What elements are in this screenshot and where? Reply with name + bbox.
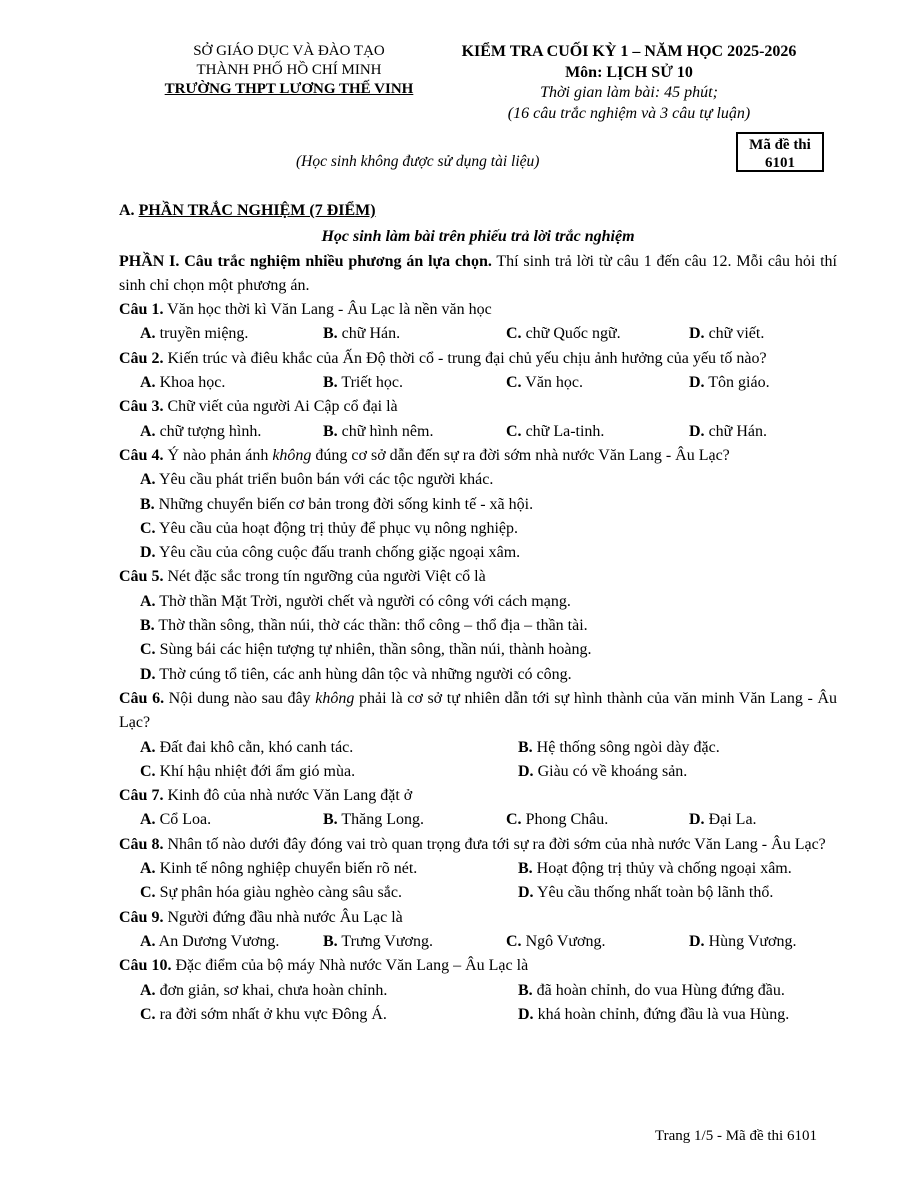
- question-number: Câu 3.: [119, 398, 164, 416]
- question-text: Nét đặc sắc trong tín ngưỡng của người Việt cổ là: [163, 568, 486, 586]
- question-text: Nhân tố nào dưới đây đóng vai trò quan trọng đưa tới sự ra đời sớm của nhà nước Văn Lang - Âu Lạc?: [163, 835, 826, 853]
- exam-title: KIỂM TRA CUỐI KỲ 1 – NĂM HỌC 2025-2026: [461, 43, 797, 60]
- option-b: B. Trưng Vương.: [323, 932, 433, 950]
- section-a-title: PHẦN TRẮC NGHIỆM (7 ĐIỂM): [138, 202, 376, 219]
- option-d: D. Hùng Vương.: [689, 932, 797, 950]
- option-a: A. Yêu cầu phát triển buôn bán với các tộc người khác.: [140, 471, 494, 489]
- option-a: A. Đất đai khô cằn, khó canh tác.: [140, 738, 354, 756]
- option-b: B. Hệ thống sông ngòi dày đặc.: [518, 738, 720, 756]
- question-10: [119, 954, 837, 978]
- question-text: Đặc điểm của bộ máy Nhà nước Văn Lang – Âu Lạc là: [171, 957, 529, 975]
- option-b: B. Thăng Long.: [323, 811, 425, 829]
- question-9-options: [119, 930, 837, 954]
- question-8: [119, 833, 837, 857]
- question-3-options: [119, 420, 837, 444]
- question-number: Câu 6.: [119, 689, 165, 707]
- option-a: A. Cổ Loa.: [140, 811, 212, 829]
- exam-code-value: 6101: [765, 155, 795, 171]
- question-number: Câu 5.: [119, 568, 164, 586]
- option-a: A. chữ tượng hình.: [140, 422, 262, 440]
- option-b: B. Thờ thần sông, thần núi, thờ các thần: thổ công – thổ địa – thần tài.: [140, 617, 588, 635]
- option-b: B. chữ hình nêm.: [323, 422, 434, 440]
- option-c: C. Khí hậu nhiệt đới ẩm gió mùa.: [140, 762, 356, 780]
- option-c: C. Văn học.: [506, 374, 584, 392]
- question-8-options-1: [119, 857, 837, 881]
- exam-content: [119, 199, 837, 1027]
- question-10-options-1: [119, 979, 837, 1003]
- question-2: [119, 347, 837, 371]
- exam-subject: Môn: LỊCH SỬ 10: [565, 63, 693, 81]
- emphasis-word: không: [315, 689, 355, 707]
- question-text: Kiến trúc và điêu khắc của Ấn Độ thời cổ - trung đại chủ yếu chịu ảnh hưởng của yếu tố nào?: [163, 349, 767, 367]
- question-7: [119, 784, 837, 808]
- option-d: D. Đại La.: [689, 811, 757, 829]
- option-a: A. An Dương Vương.: [140, 932, 280, 950]
- option-d: D. Yêu cầu thống nhất toàn bộ lãnh thổ.: [518, 884, 774, 902]
- question-7-options: [119, 808, 837, 832]
- part1-title: PHẦN I. Câu trắc nghiệm nhiều phương án lựa chọn.: [119, 252, 492, 270]
- part1-text: Thí sinh trả lời từ câu 1 đến câu 12. Mỗi câu hỏi thí sinh chỉ chọn một phương án.: [119, 252, 837, 294]
- option-b: B. Những chuyển biến cơ bản trong đời sống kinh tế - xã hội.: [140, 495, 534, 513]
- question-10-options-2: [119, 1003, 837, 1027]
- department-name: SỞ GIÁO DỤC VÀ ĐÀO TẠO: [193, 43, 385, 59]
- question-number: Câu 1.: [119, 301, 164, 319]
- question-6-options-1: [119, 736, 837, 760]
- option-c: C. Yêu cầu của hoạt động trị thủy để phục vụ nông nghiệp.: [140, 519, 518, 537]
- exam-note: (Học sinh không được sử dụng tài liệu): [296, 153, 540, 170]
- option-c: C. Phong Châu.: [506, 811, 609, 829]
- option-b: B. đã hoàn chỉnh, do vua Hùng đứng đầu.: [518, 981, 785, 999]
- option-c: C. ra đời sớm nhất ở khu vực Đông Á.: [140, 1005, 387, 1023]
- option-c: C. Sự phân hóa giàu nghèo càng sâu sắc.: [140, 884, 402, 902]
- question-number: Câu 4.: [119, 446, 164, 464]
- option-c: C. Ngô Vương.: [506, 932, 606, 950]
- question-text: Chữ viết của người Ai Cập cổ đại là: [163, 398, 398, 416]
- option-d: D. Giàu có về khoáng sản.: [518, 762, 688, 780]
- question-9: [119, 906, 837, 930]
- question-3: [119, 395, 837, 419]
- option-d: D. Thờ cúng tổ tiên, các anh hùng dân tộc và những người có công.: [140, 665, 572, 683]
- question-number: Câu 7.: [119, 787, 164, 805]
- question-1: [119, 298, 837, 322]
- option-d: D. chữ Hán.: [689, 422, 767, 440]
- question-text: Kinh đô của nhà nước Văn Lang đặt ở: [163, 787, 413, 805]
- option-d: D. khá hoàn chỉnh, đứng đầu là vua Hùng.: [518, 1005, 790, 1023]
- question-number: Câu 8.: [119, 835, 164, 853]
- question-number: Câu 2.: [119, 349, 164, 367]
- page-footer: Trang 1/5 - Mã đề thi 6101: [655, 1128, 817, 1144]
- option-a: A. Thờ thần Mặt Trời, người chết và người có công với cách mạng.: [140, 592, 571, 610]
- exam-code-box: [736, 132, 824, 172]
- part1-intro: [119, 250, 837, 299]
- option-d: D. Yêu cầu của công cuộc đấu tranh chống giặc ngoại xâm.: [140, 544, 521, 562]
- option-b: B. chữ Hán.: [323, 325, 401, 343]
- option-a: A. Khoa học.: [140, 374, 226, 392]
- option-a: A. truyền miệng.: [140, 325, 249, 343]
- question-5: [119, 565, 837, 589]
- question-2-options: [119, 371, 837, 395]
- option-c: C. chữ Quốc ngữ.: [506, 325, 621, 343]
- option-b: B. Hoạt động trị thủy và chống ngoại xâm.: [518, 860, 792, 878]
- section-a-prefix: A.: [119, 202, 139, 219]
- emphasis-word: không: [272, 446, 312, 464]
- school-header: [155, 42, 423, 99]
- question-6: Câu 6. Nội dung nào sau đây không phải là cơ sở tự nhiên dẫn tới sự hình thành của văn minh Văn Lang - Âu Lạc?: [119, 689, 837, 732]
- city-name: THÀNH PHỐ HỒ CHÍ MINH: [196, 62, 382, 78]
- option-d: D. chữ viết.: [689, 325, 765, 343]
- option-d: D. Tôn giáo.: [689, 374, 770, 392]
- option-b: B. Triết học.: [323, 374, 404, 392]
- school-name: TRƯỜNG THPT LƯƠNG THẾ VINH: [164, 81, 414, 97]
- exam-structure: (16 câu trắc nghiệm và 3 câu tự luận): [507, 104, 751, 122]
- exam-header: [430, 42, 828, 124]
- question-number: Câu 9.: [119, 908, 164, 926]
- question-text: Người đứng đầu nhà nước Âu Lạc là: [163, 908, 403, 926]
- option-c: C. chữ La-tinh.: [506, 422, 605, 440]
- section-a-heading: [119, 199, 837, 223]
- question-text: Văn học thời kì Văn Lang - Âu Lạc là nền văn học: [163, 301, 492, 319]
- exam-code-label: Mã đề thi: [749, 137, 811, 153]
- section-a-instruction: Học sinh làm bài trên phiếu trả lời trắc nghiệm: [321, 228, 635, 246]
- question-1-options: [119, 322, 837, 346]
- question-6-options-2: [119, 760, 837, 784]
- question-4: Câu 4. Ý nào phản ánh không đúng cơ sở dẫn đến sự ra đời sớm nhà nước Văn Lang - Âu Lạc?: [119, 446, 730, 464]
- exam-time: Thời gian làm bài: 45 phút;: [540, 84, 718, 101]
- option-c: C. Sùng bái các hiện tượng tự nhiên, thần sông, thần núi, thành hoàng.: [140, 641, 592, 659]
- option-a: A. đơn giản, sơ khai, chưa hoàn chỉnh.: [140, 981, 388, 999]
- question-8-options-2: [119, 881, 837, 905]
- option-a: A. Kinh tế nông nghiệp chuyển biến rõ nét.: [140, 860, 418, 878]
- question-number: Câu 10.: [119, 957, 172, 975]
